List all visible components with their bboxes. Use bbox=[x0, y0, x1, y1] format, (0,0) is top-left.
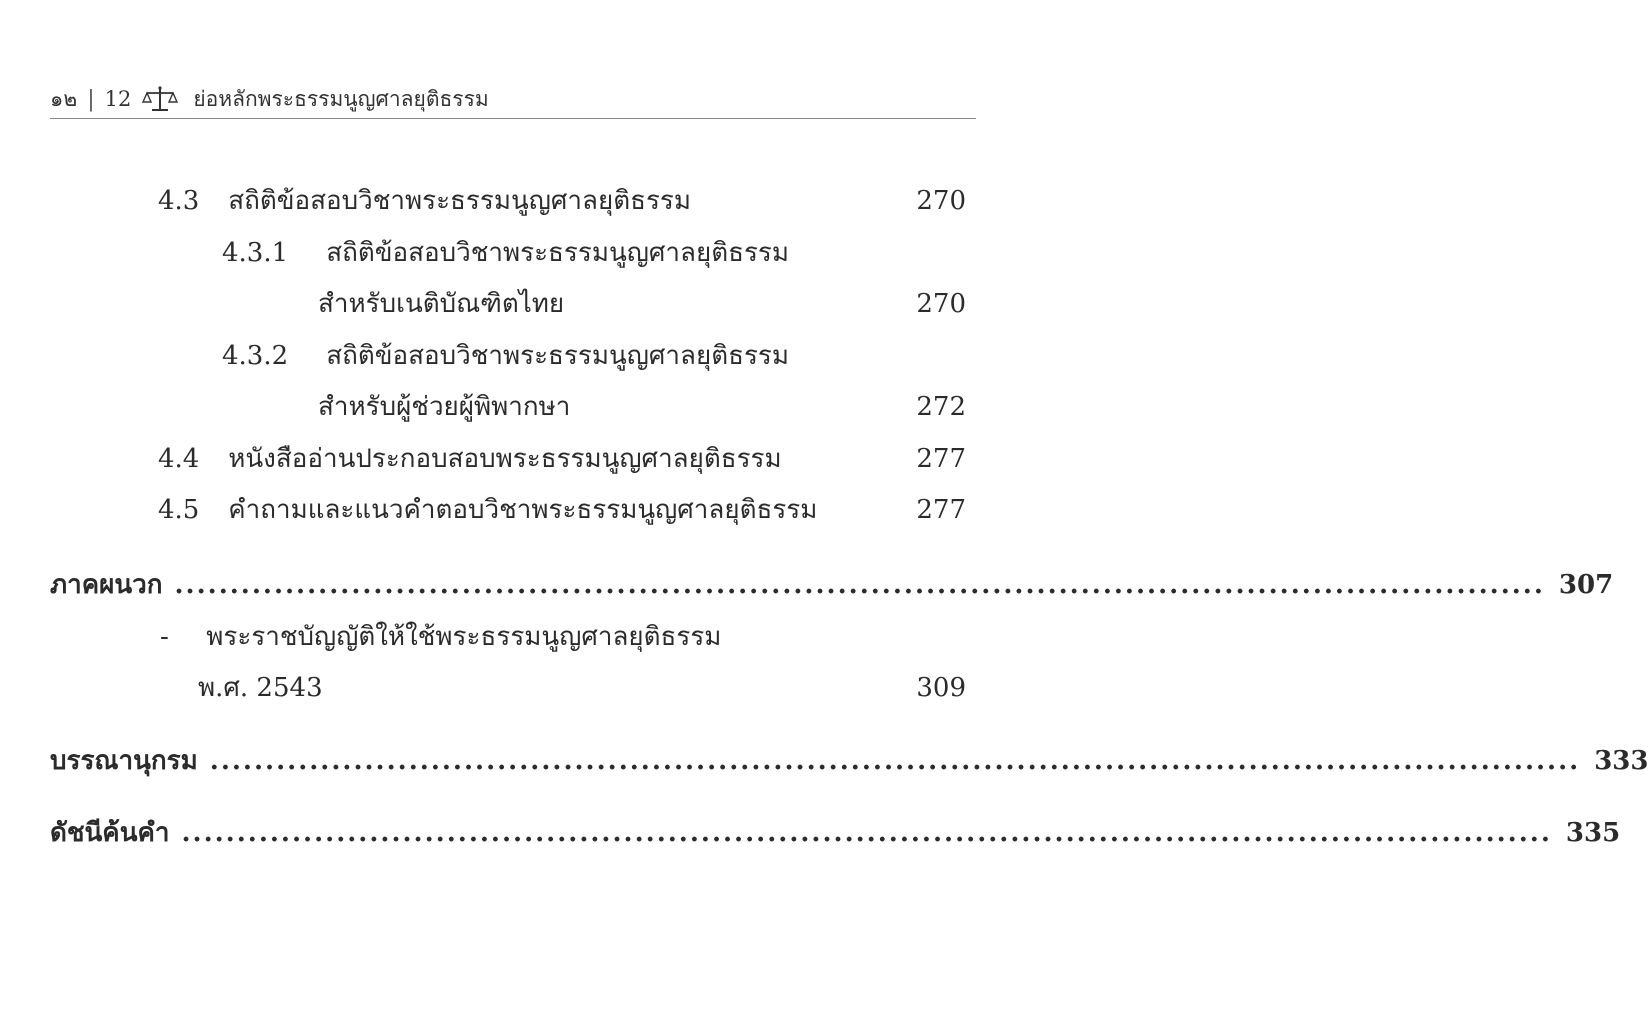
toc-entry-4-3-1[interactable] bbox=[222, 240, 789, 266]
toc-number: 4.3.2 bbox=[222, 341, 289, 371]
page-number-thai: ๑๒ bbox=[50, 86, 78, 111]
toc-number: 4.5 bbox=[158, 495, 200, 525]
toc-title: สถิติข้อสอบวิชาพระธรรมนูญศาลยุติธรรม bbox=[326, 238, 790, 268]
toc-page: 270 bbox=[916, 289, 966, 319]
toc-page: 277 bbox=[916, 444, 966, 474]
dot-leader: ............................................................................................................................ bbox=[181, 818, 1552, 848]
appendix-page: 307 bbox=[1558, 570, 1614, 600]
page-header bbox=[50, 80, 976, 119]
toc-title: สถิติข้อสอบวิชาพระธรรมนูญศาลยุติธรรม bbox=[326, 341, 790, 371]
toc-entry-4-3[interactable] bbox=[158, 188, 691, 214]
toc-page: 270 bbox=[916, 186, 966, 216]
index-label: ดัชนีค้นคำ bbox=[50, 818, 170, 848]
toc-entry-4-4[interactable] bbox=[158, 446, 782, 472]
appendix-item-title-continued: พ.ศ. 2543 bbox=[198, 673, 323, 703]
toc-title: คำถามและแนวคำตอบวิชาพระธรรมนูญศาลยุติธรรม bbox=[228, 495, 818, 525]
bibliography-label: บรรณานุกรม bbox=[50, 746, 198, 776]
toc-entry-4-3-2[interactable] bbox=[222, 343, 789, 369]
toc-title: หนังสืออ่านประกอบสอบพระธรรมนูญศาลยุติธรรม bbox=[228, 444, 782, 474]
page-number-arabic: 12 bbox=[104, 87, 132, 111]
scales-of-justice-icon bbox=[141, 85, 179, 113]
toc-title-continued: สำหรับผู้ช่วยผู้พิพากษา bbox=[318, 392, 571, 422]
toc-entry-bibliography[interactable] bbox=[50, 746, 1648, 776]
book-title: ย่อหลักพระธรรมนูญศาลยุติธรรม bbox=[193, 86, 489, 111]
dot-leader: ............................................................................................................................ bbox=[209, 746, 1581, 776]
toc-entry-appendix[interactable] bbox=[50, 570, 1614, 600]
appendix-item-title: พระราชบัญญัติให้ใช้พระธรรมนูญศาลยุติธรรม bbox=[206, 622, 722, 652]
toc-entry-index[interactable] bbox=[50, 818, 1621, 848]
toc-page: 272 bbox=[916, 392, 966, 422]
appendix-label: ภาคผนวก bbox=[50, 570, 163, 600]
index-page: 335 bbox=[1565, 818, 1621, 848]
appendix-item-page: 309 bbox=[916, 673, 966, 703]
toc-number: 4.3.1 bbox=[222, 238, 289, 268]
toc-entry-4-5[interactable] bbox=[158, 497, 817, 523]
toc-number: 4.3 bbox=[158, 186, 200, 216]
list-dash: - bbox=[160, 622, 169, 652]
appendix-item[interactable] bbox=[160, 624, 721, 650]
header-separator: | bbox=[87, 86, 95, 112]
toc-page: 277 bbox=[916, 495, 966, 525]
toc-title-continued: สำหรับเนติบัณฑิตไทย bbox=[318, 289, 565, 319]
toc-title: สถิติข้อสอบวิชาพระธรรมนูญศาลยุติธรรม bbox=[228, 186, 692, 216]
bibliography-page: 333 bbox=[1594, 746, 1648, 776]
dot-leader: ............................................................................................................................ bbox=[174, 570, 1545, 600]
toc-number: 4.4 bbox=[158, 444, 200, 474]
